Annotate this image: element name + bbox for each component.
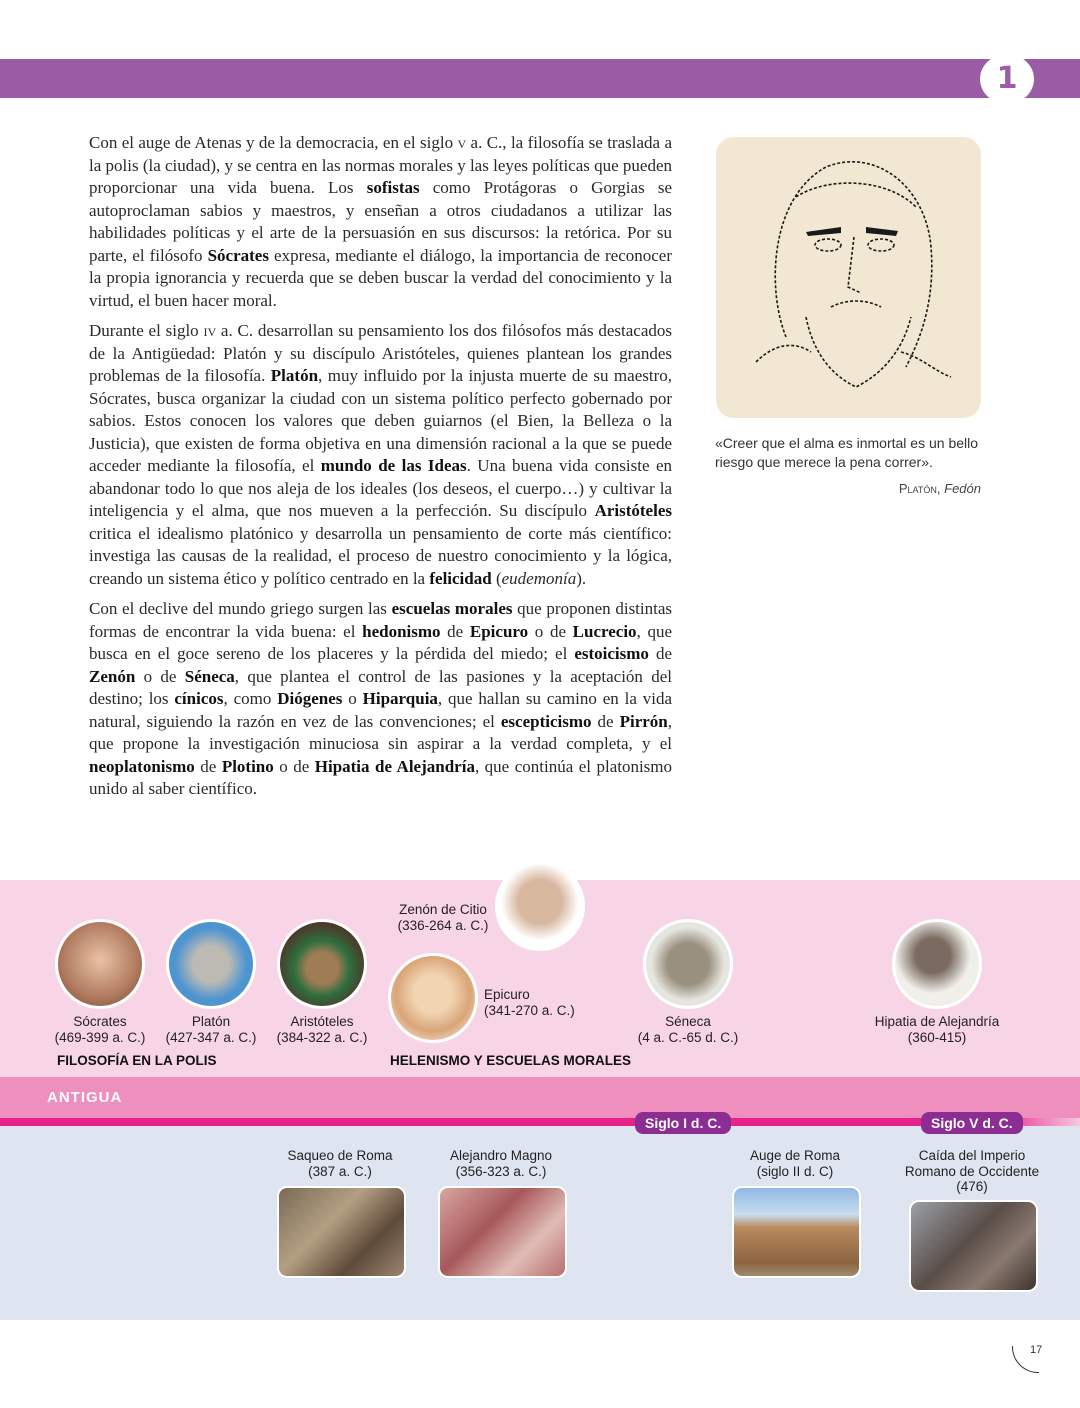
text-run: a. C. desarrollan su pensamiento los dos filósofos más destacados de la Antigüedad: Platón y su discípulo Aristóteles, quienes plantean los grandes problemas de la filosofía. [89, 321, 672, 385]
bold-term: Plotino [221, 756, 274, 776]
bold-term: Hiparquia [362, 689, 438, 708]
text-run: de [648, 644, 673, 663]
text-run: Durante el siglo [89, 321, 204, 340]
philosopher-dates: (4 a. C.-65 d. C.) [637, 1030, 739, 1045]
text-run: critica el idealismo platónico y desarrolla un pensamiento de corte más científico: investiga las causas de la realidad, el proceso de nuestro conocimiento y la lógica, creando un sistema ético y político centrado en la [89, 523, 672, 588]
text-run: Con el auge de Atenas y de la democracia, en el siglo [89, 133, 458, 152]
bold-term: Hipatia de Alejandría [314, 756, 475, 776]
text-run: como Protágoras o Gorgias se autoproclaman sabios y maestros, y enseñan a otros ciudadanos a utilizar las habilidades políticas y el arte de la persuasión en sus discursos: la retórica. Por su parte, el filósofo [89, 178, 673, 265]
text-run: iv [203, 321, 217, 340]
philosopher-dates: (341-270 a. C.) [484, 1003, 575, 1018]
event-name: Alejandro Magno [449, 1148, 553, 1163]
text-run: o [342, 689, 363, 708]
philosopher-label-zeno [383, 902, 503, 934]
quote-work: Fedón [944, 481, 981, 496]
bold-term: escepticismo [500, 711, 592, 731]
era-band [0, 1077, 1080, 1118]
event-dates: (387 a. C.) [308, 1164, 372, 1179]
philosopher-dates: (336-264 a. C.) [397, 918, 489, 933]
text-run: o de [135, 666, 185, 686]
philosopher-name: Séneca [665, 1014, 711, 1029]
colosseum-image [732, 1186, 861, 1278]
quote-separator: , [936, 481, 945, 496]
event-name: Caída del Imperio Romano de Occidente [904, 1148, 1040, 1179]
timeline-line [0, 1118, 1080, 1126]
philosopher-label-seneca [623, 1014, 753, 1046]
text-run: , que busca en el goce sereno de los placeres y la pérdida del miedo; el [89, 621, 673, 663]
quote-attribution [715, 481, 981, 496]
bold-term: Aristóteles [594, 501, 672, 520]
body-paragraph [89, 598, 672, 801]
text-run: , que hallan su camino en la vida natural, siguiendo la razón en vez de las convenciones; el [89, 689, 672, 731]
text-run: expresa, mediante el diálogo, la importancia de reconocer la propia ignorancia y recuerda que se deben buscar la verdad del conocimiento y la virtud, el buen hacer moral. [89, 245, 672, 310]
bold-term: Pirrón [619, 711, 668, 731]
philosopher-label-epicurus [484, 987, 575, 1019]
plato-portrait [166, 919, 256, 1009]
event-dates: (siglo II d. C) [756, 1164, 834, 1179]
text-run: de [591, 711, 620, 731]
event-name: Auge de Roma [749, 1148, 841, 1163]
socrates-portrait [55, 919, 145, 1009]
philosopher-dates: (384-322 a. C.) [276, 1030, 368, 1045]
bold-term: estoicismo [574, 644, 649, 663]
event-label-sack-rome [270, 1148, 410, 1180]
alexander-image [438, 1186, 567, 1278]
seneca-portrait [643, 919, 733, 1009]
bold-term: felicidad [429, 568, 492, 588]
plato-sketch-image [716, 137, 981, 418]
philosopher-dates: (427-347 a. C.) [165, 1030, 257, 1045]
bold-term: sofistas [366, 178, 420, 197]
event-label-alexander [431, 1148, 571, 1180]
bold-term: Lucrecio [572, 621, 637, 641]
hypatia-portrait [892, 919, 982, 1009]
bold-term: Zenón [89, 666, 136, 686]
event-dates: (476) [956, 1179, 988, 1194]
text-run: , que plantea el control de las pasiones y la aceptación del destino; los [89, 666, 672, 708]
philosopher-name: Aristóteles [290, 1014, 354, 1029]
century-marker-5: Siglo V d. C. [921, 1112, 1023, 1134]
quote-author: Platón [898, 481, 937, 496]
bold-term: neoplatonismo [89, 756, 195, 776]
event-dates: (356-323 a. C.) [455, 1164, 547, 1179]
body-text [89, 132, 672, 809]
text-run: a. C., la filosofía se traslada a la polis (la ciudad), y se centra en las normas morales y las leyes políticas que pueden proporcionar una vida buena. Los [89, 133, 673, 197]
chapter-number: 1 [980, 54, 1034, 104]
philosopher-name: Platón [191, 1014, 231, 1029]
bold-term: hedonismo [362, 621, 441, 641]
aristotle-portrait [277, 919, 367, 1009]
bold-term: escuelas morales [391, 599, 513, 618]
philosopher-label-hypatia [857, 1014, 1017, 1046]
bold-term: Sócrates [207, 245, 269, 265]
bold-term: Séneca [184, 666, 235, 686]
zeno-portrait [495, 861, 585, 951]
text-run: de [440, 621, 470, 641]
bold-term: mundo de las Ideas [320, 456, 467, 475]
chapter-header-bar [0, 59, 1080, 98]
body-paragraph [89, 320, 672, 590]
section-label-polis: FILOSOFÍA EN LA POLIS [57, 1053, 217, 1068]
sack-of-rome-image [277, 1186, 406, 1278]
philosopher-name: Zenón de Citio [399, 902, 487, 917]
text-run: que proponen distintas formas de encontrar la vida buena: el [89, 599, 673, 641]
philosopher-label-socrates [40, 1014, 160, 1046]
body-paragraph [89, 132, 672, 312]
text-run: eudemonía [501, 568, 577, 588]
era-label: ANTIGUA [47, 1089, 123, 1106]
text-run: o de [273, 756, 315, 776]
text-run: , que continúa el platonismo unido al saber científico. [89, 756, 673, 798]
event-label-fall-rome [902, 1148, 1042, 1195]
philosopher-dates: (360-415) [907, 1030, 967, 1045]
page-number: 17 [1030, 1344, 1043, 1356]
text-run: v [457, 133, 467, 152]
text-run: Con el declive del mundo griego surgen las [89, 599, 392, 618]
century-marker-1: Siglo I d. C. [635, 1112, 731, 1134]
fall-of-rome-image [909, 1200, 1038, 1292]
text-run: o de [528, 621, 573, 641]
philosopher-label-plato [151, 1014, 271, 1046]
text-run: ( [491, 568, 502, 588]
bold-term: Diógenes [277, 689, 343, 708]
philosopher-label-aristotle [262, 1014, 382, 1046]
event-name: Saqueo de Roma [287, 1148, 393, 1163]
text-run: de [194, 756, 222, 776]
philosopher-dates: (469-399 a. C.) [54, 1030, 146, 1045]
philosopher-name: Epicuro [484, 987, 530, 1002]
text-run: . Una buena vida consiste en abandonar todo lo que nos aleja de los ideales (los deseos, el cuerpo…) y cultivar la inteligencia y el alma, que nos mueven a la perfección. Su discípulo [89, 456, 672, 520]
text-run: , como [223, 689, 278, 708]
bold-term: Epicuro [469, 621, 529, 641]
epicurus-portrait [388, 953, 478, 1043]
philosopher-name: Sócrates [73, 1014, 127, 1029]
section-label-hellenism: HELENISMO Y ESCUELAS MORALES [390, 1053, 632, 1068]
text-run: ). [576, 568, 587, 588]
bold-term: Platón [270, 366, 319, 385]
event-label-rome-rise [725, 1148, 865, 1180]
text-run: , muy influido por la injusta muerte de su maestro, Sócrates, busca organizar la ciudad con un sistema político perfecto gobernado por sabios. Estos conocen los valores que deben guiarnos (el Bien, la Belleza o la Justicia), que existen de forma objetiva en una dimensión racional a la que se puede acceder mediante la filosofía, el [89, 366, 672, 475]
text-run: , que propone la investigación minuciosa sin aspirar a la verdad completa, y el [89, 711, 673, 753]
philosopher-name: Hipatia de Alejandría [874, 1014, 1000, 1029]
bold-term: cínicos [174, 689, 224, 708]
quote-text: «Creer que el alma es inmortal es un bello riesgo que merece la pena correr». [715, 435, 979, 470]
